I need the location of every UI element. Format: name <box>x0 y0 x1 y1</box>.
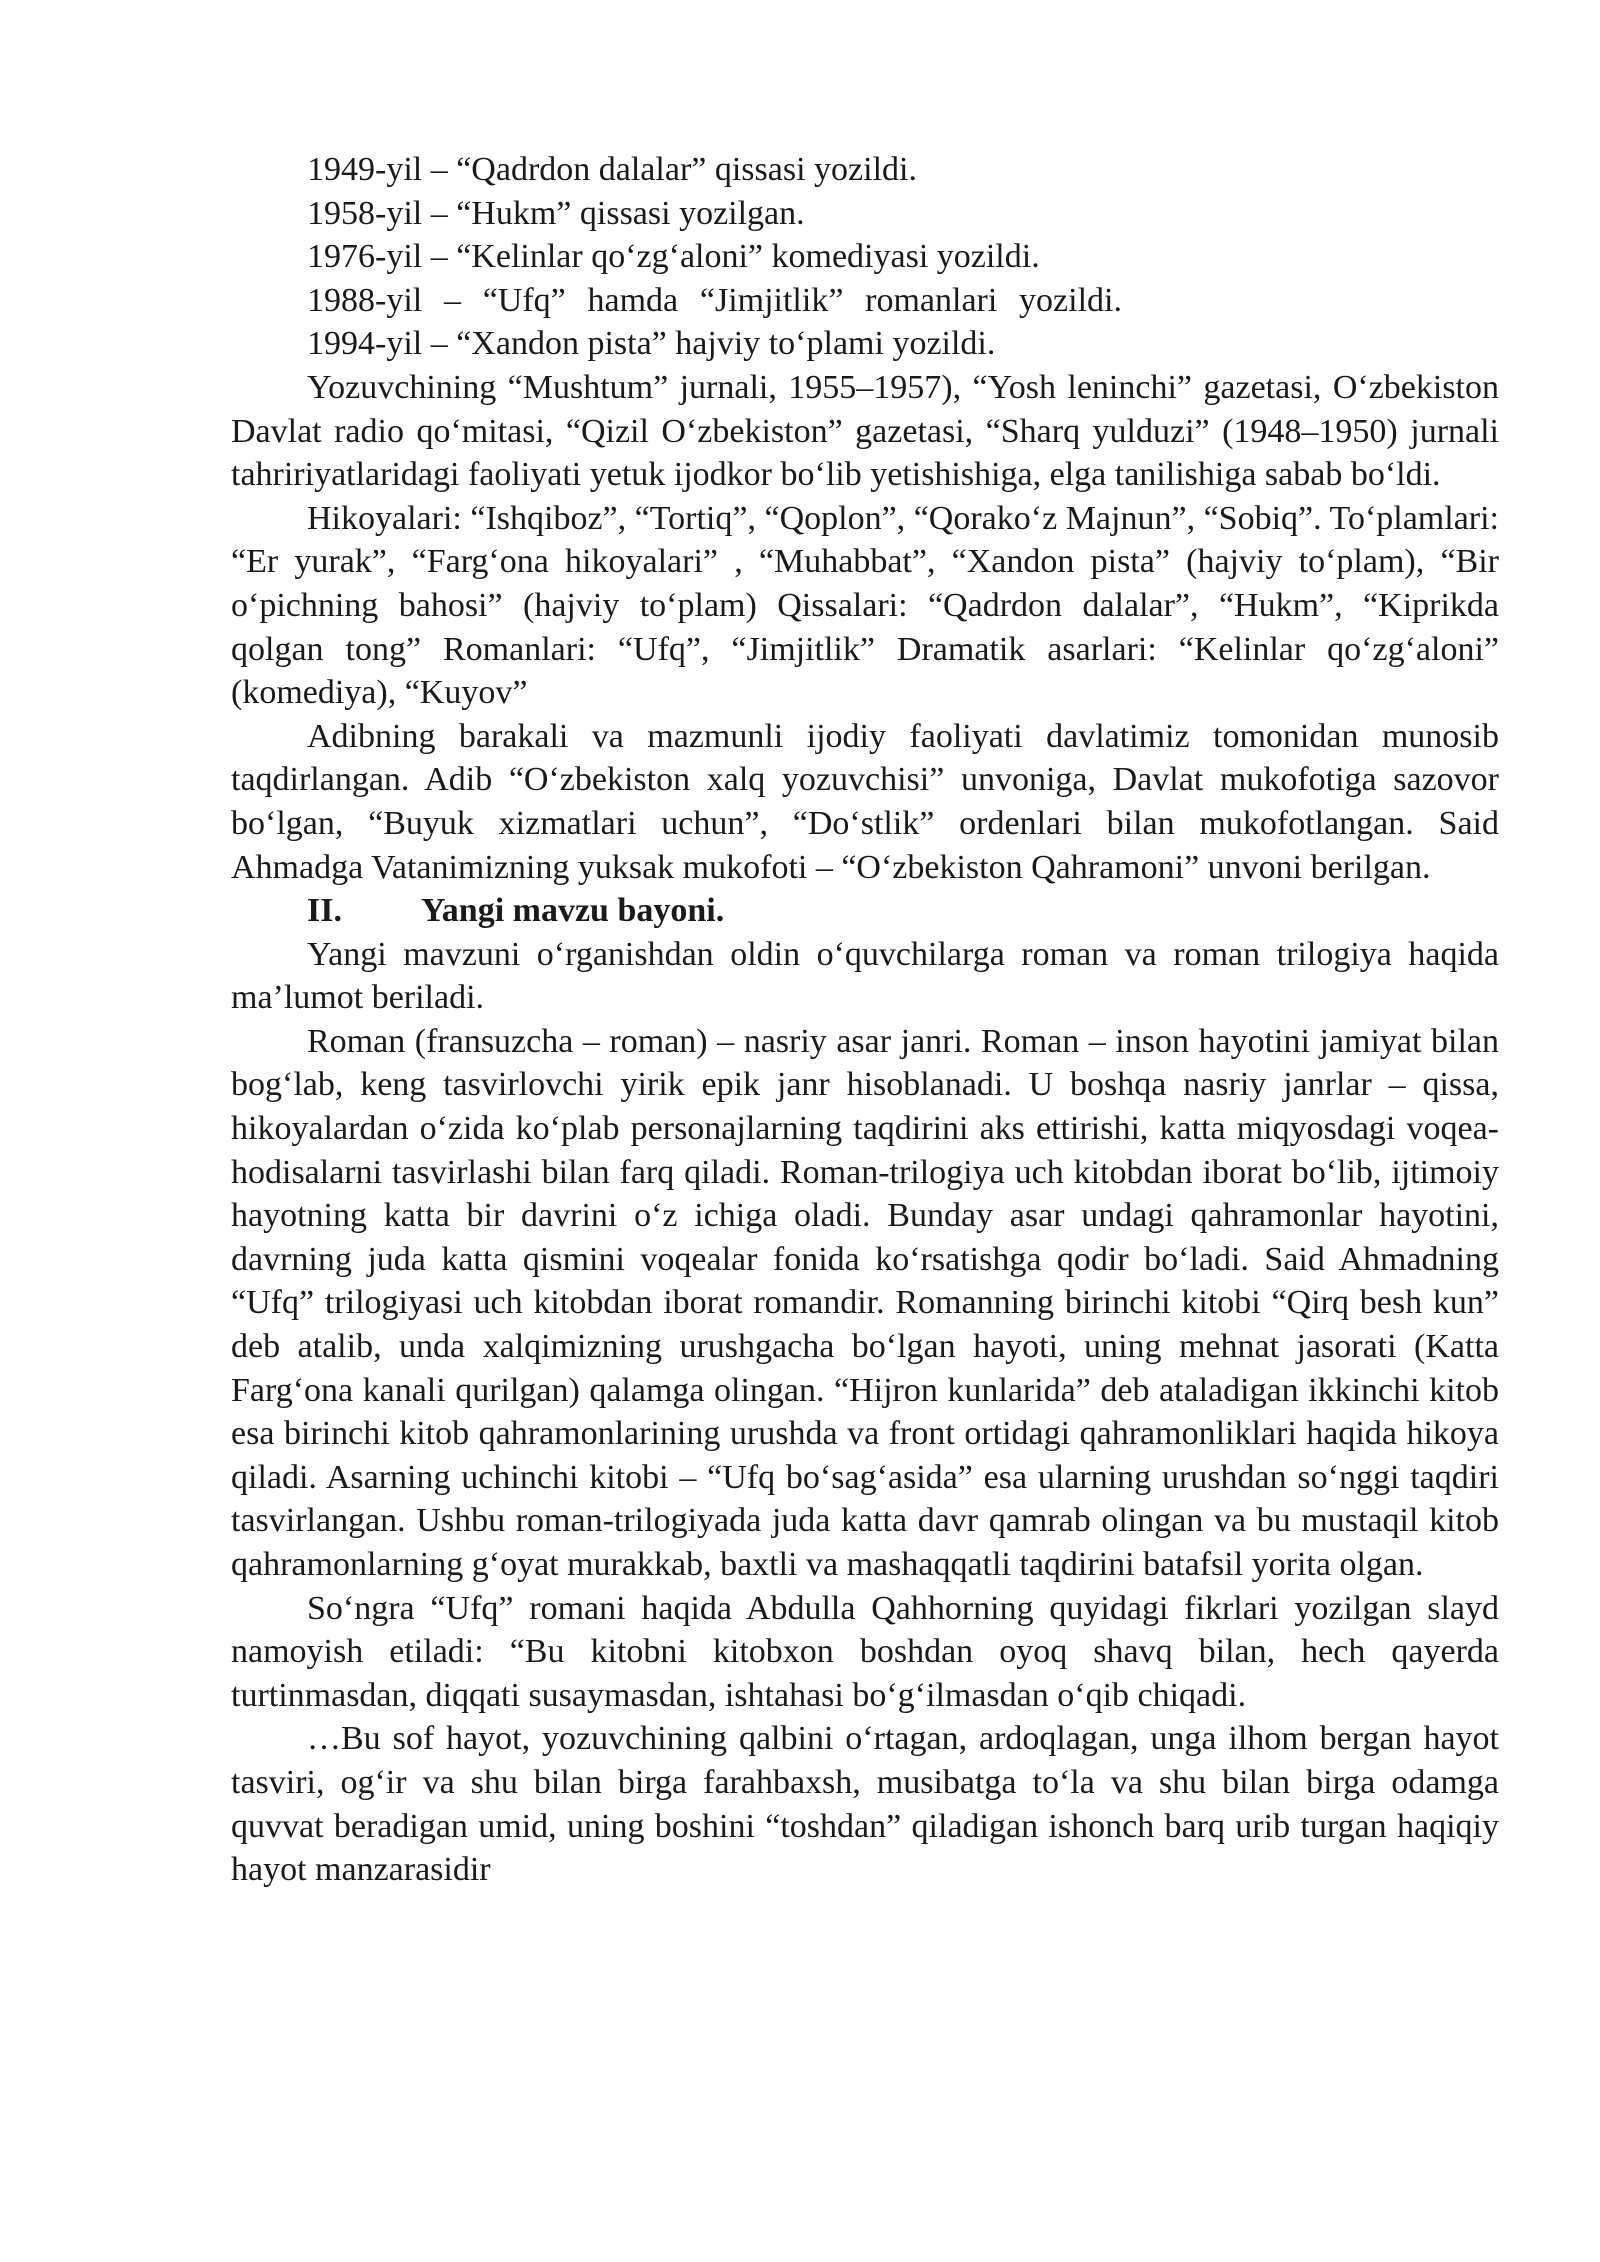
paragraph-works: Hikoyalari: “Ishqiboz”, “Tortiq”, “Qoplon”, “Qorako‘z Majnun”, “Sobiq”. To‘plamlari: “Er yurak”, “Farg‘ona hikoyalari” , “Muhabbat”, “Xandon pista” (hajviy to‘plam), “Bir o‘pichning bahosi” (hajviy to‘plam) Qissalari: “Qadrdon dalalar”, “Hukm”, “Kiprikda qolgan tong” Romanlari: “Ufq”, “Jimjitlik” Dramatik asarlari: “Kelinlar qo‘zg‘aloni” (komediya), “Kuyov” <box>231 499 1499 712</box>
paragraph-roman: Roman (fransuzcha – roman) – nasriy asar janri. Roman – inson hayotini jamiyat bilan bog‘lab, keng tasvirlovchi yirik epik janr hisoblanadi. U boshqa nasriy janrlar – qissa, hikoyalardan o‘zida ko‘plab personajlarning taqdirini aks ettirishi, katta miqyosdagi voqea-hodisalarni tasvirlashi bilan farq qiladi. Roman-trilogiya uch kitobdan iborat bo‘lib, ijtimoiy hayotning katta bir davrini o‘z ichiga oladi. Bunday asar undagi qahramonlar hayotini, davrning juda katta qismini voqealar fonida ko‘rsatishga qodir bo‘ladi. Said Ahmadning “Ufq” trilogiyasi uch kitobdan iborat romandir. Romanning birinchi kitobi “Qirq besh kun” deb atalib, unda xalqimizning urushgacha bo‘lgan hayoti, uning mehnat jasorati (Katta Farg‘ona kanali qurilgan) qalamga olingan. “Hijron kunlarida” deb ataladigan ikkinchi kitob esa birinchi kitob qahramonlarining urushda va front ortidagi qahramonliklari haqida hikoya qiladi. Asarning uchinchi kitobi – “Ufq bo‘sag‘asida” esa ularning urushdan so‘nggi taqdiri tasvirlangan. Ushbu roman-trilogiyada juda katta davr qamrab olingan va bu mustaqil kitob qahramonlarning g‘oyat murakkab, baxtli va mashaqqatli taqdirini batafsil yorita olgan. <box>231 1022 1499 1583</box>
timeline-item: 1949-yil – “Qadrdon dalalar” qissasi yozildi. <box>307 151 917 188</box>
paragraph-career: Yozuvchining “Mushtum” jurnali, 1955–1957), “Yosh leninchi” gazetasi, O‘zbekiston Davlat radio qo‘mitasi, “Qizil O‘zbekiston” gazetasi, “Sharq yulduzi” (1948–1950) jurnali tahririyatlaridagi faoliyati yetuk ijodkor bo‘lib yetishishiga, elga tanilishiga sabab bo‘ldi. <box>231 368 1499 494</box>
section-heading <box>307 889 1499 933</box>
timeline-item: 1976-yil – “Kelinlar qo‘zg‘aloni” komediyasi yozildi. <box>307 238 1040 276</box>
paragraph-slide: So‘ngra “Ufq” romani haqida Abdulla Qahhorning quyidagi fikrlari yozilgan slayd namoyish etiladi: “Bu kitobni kitobxon boshdan oyoq shavq bilan, hech qayerda turtinmasdan, diqqati susaymasdan, ishtahasi bo‘g‘ilmasdan o‘qib chiqadi. <box>231 1589 1499 1714</box>
section-title: Yangi mavzu bayoni. <box>421 892 725 930</box>
paragraph-quote: …Bu sof hayot, yozuvchining qalbini o‘rtagan, ardoqlagan, unga ilhom bergan hayot tasviri, og‘ir va shu bilan birga farahbaxsh, musibatga to‘la va shu bilan birga odamga quvvat beradigan umid, uning boshini “toshdan” qiladigan ishonch barq urib turgan haqiqiy hayot manzarasidir <box>231 1720 1499 1889</box>
section-number: II. <box>307 892 342 930</box>
timeline-item: 1958-yil – “Hukm” qissasi yozilgan. <box>307 194 805 232</box>
document-page <box>231 148 1499 1892</box>
timeline-list <box>231 148 1499 366</box>
paragraph-awards: Adibning barakali va mazmunli ijodiy faoliyati davlatimiz tomonidan munosib taqdirlangan. Adib “O‘zbekiston xalq yozuvchisi” unvoniga, Davlat mukofotiga sazovor bo‘lgan, “Buyuk xizmatlari uchun”, “Do‘stlik” ordenlari bilan mukofotlangan. Said Ahmadga Vatanimizning yuksak mukofoti – “O‘zbekiston Qahramoni” unvoni berilgan. <box>231 717 1499 886</box>
paragraph-intro: Yangi mavzuni o‘rganishdan oldin o‘quvchilarga roman va roman trilogiya haqida ma’lumot beriladi. <box>231 935 1499 1017</box>
timeline-item: 1988-yil – “Ufq” hamda “Jimjitlik” romanlari yozildi. 1994-yil – “Xandon pista” hajviy to‘plami yozildi. <box>307 281 1122 363</box>
